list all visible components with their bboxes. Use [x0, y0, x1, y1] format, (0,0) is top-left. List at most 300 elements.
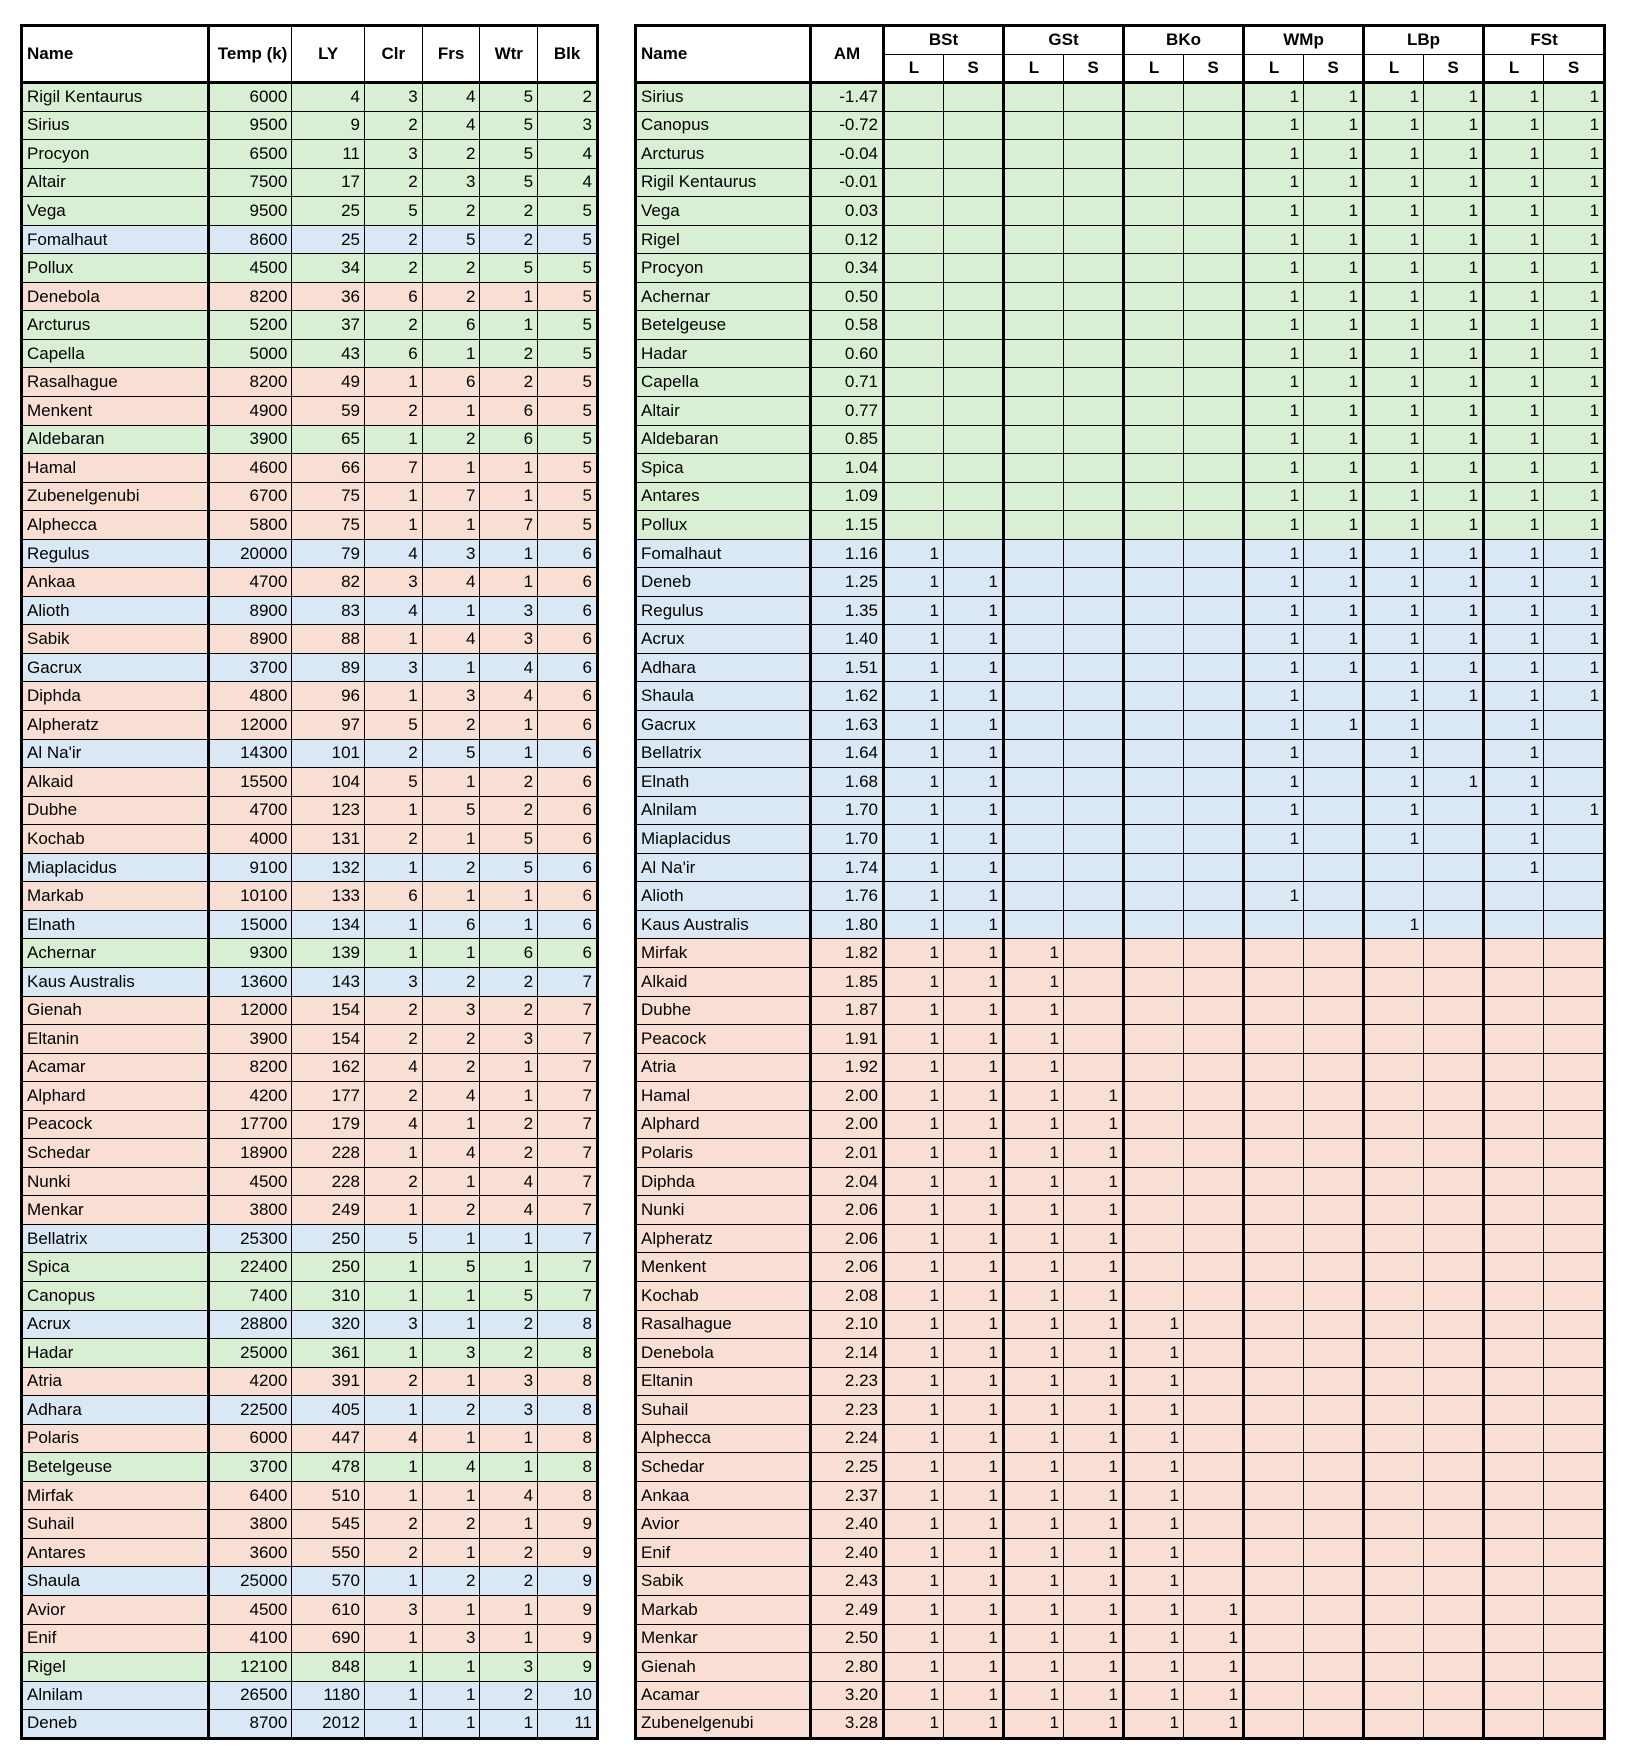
flag-cell: 1 — [884, 967, 944, 996]
ly-cell: 249 — [292, 1196, 365, 1225]
flag-cell: 1 — [1364, 368, 1424, 397]
table-row — [636, 825, 1605, 854]
flag-cell: 1 — [1484, 682, 1544, 711]
flag-cell: 1 — [1304, 140, 1364, 169]
am-cell: 1.35 — [811, 596, 884, 625]
flag-cell — [1304, 996, 1364, 1025]
clr-cell: 5 — [365, 197, 423, 226]
clr-cell: 1 — [365, 910, 423, 939]
wtr-cell: 6 — [480, 397, 538, 426]
star-name: Hamal — [636, 1082, 811, 1111]
wtr-cell: 2 — [480, 1681, 538, 1710]
star-name: Gienah — [636, 1653, 811, 1682]
flag-cell — [1484, 1339, 1544, 1368]
flag-cell: 1 — [884, 1281, 944, 1310]
star-name: Sirius — [636, 83, 811, 112]
ly-cell: 34 — [292, 254, 365, 283]
flag-cell — [1364, 1510, 1424, 1539]
star-name: Pollux — [22, 254, 209, 283]
flag-cell — [1544, 939, 1605, 968]
frs-cell: 1 — [422, 1224, 480, 1253]
flag-cell: 1 — [1424, 625, 1484, 654]
star-name: Denebola — [636, 1339, 811, 1368]
am-cell: 2.10 — [811, 1310, 884, 1339]
star-name: Zubenelgenubi — [636, 1710, 811, 1739]
flag-cell — [944, 168, 1004, 197]
frs-cell: 1 — [422, 511, 480, 540]
star-name: Schedar — [22, 1139, 209, 1168]
temp-cell: 4100 — [209, 1624, 292, 1653]
flag-cell: 1 — [1364, 825, 1424, 854]
flag-cell — [1544, 1710, 1605, 1739]
flag-cell — [1184, 596, 1244, 625]
flag-cell — [1544, 882, 1605, 911]
flag-cell: 1 — [1304, 339, 1364, 368]
blk-cell: 5 — [538, 482, 598, 511]
clr-cell: 2 — [365, 254, 423, 283]
star-name: Miaplacidus — [22, 853, 209, 882]
star-name: Arcturus — [636, 140, 811, 169]
am-cell: 2.00 — [811, 1082, 884, 1111]
flag-cell: 1 — [944, 1396, 1004, 1425]
am-cell: 0.77 — [811, 397, 884, 426]
flag-cell: 1 — [884, 825, 944, 854]
flag-cell — [1184, 1367, 1244, 1396]
table-row — [22, 711, 598, 740]
flag-cell — [1244, 1339, 1304, 1368]
flag-cell — [1544, 739, 1605, 768]
flag-cell: 1 — [1424, 568, 1484, 597]
clr-cell: 3 — [365, 967, 423, 996]
flag-cell — [1004, 711, 1064, 740]
flag-cell: 1 — [1124, 1339, 1184, 1368]
flag-cell — [1484, 1224, 1544, 1253]
flag-cell — [944, 140, 1004, 169]
wtr-cell: 5 — [480, 111, 538, 140]
flag-cell — [1064, 825, 1124, 854]
flag-cell — [1064, 596, 1124, 625]
flag-cell: 1 — [1424, 339, 1484, 368]
flag-cell — [1364, 1253, 1424, 1282]
ly-cell: 4 — [292, 83, 365, 112]
flag-cell: 1 — [1244, 197, 1304, 226]
flag-cell — [1544, 910, 1605, 939]
table-row — [22, 168, 598, 197]
flag-cell — [944, 83, 1004, 112]
flag-cell: 1 — [944, 967, 1004, 996]
ly-cell: 177 — [292, 1082, 365, 1111]
flag-cell — [1544, 1110, 1605, 1139]
flag-cell — [1364, 882, 1424, 911]
flag-cell — [1184, 1053, 1244, 1082]
clr-cell: 1 — [365, 368, 423, 397]
am-cell: 1.64 — [811, 739, 884, 768]
flag-cell: 1 — [884, 1624, 944, 1653]
table-row — [636, 1110, 1605, 1139]
ly-cell: 104 — [292, 768, 365, 797]
table-row — [22, 682, 598, 711]
flag-cell — [944, 225, 1004, 254]
flag-cell — [1484, 882, 1544, 911]
flag-cell: 1 — [1064, 1424, 1124, 1453]
flag-cell — [1064, 739, 1124, 768]
star-name: Enif — [22, 1624, 209, 1653]
flag-cell — [1064, 653, 1124, 682]
frs-cell: 4 — [422, 83, 480, 112]
flag-cell: 1 — [1484, 197, 1544, 226]
star-name: Sabik — [636, 1567, 811, 1596]
flag-cell: 1 — [1064, 1339, 1124, 1368]
flag-cell — [884, 339, 944, 368]
blk-cell: 10 — [538, 1681, 598, 1710]
frs-cell: 1 — [422, 1281, 480, 1310]
ly-cell: 162 — [292, 1053, 365, 1082]
flag-cell: 1 — [1364, 711, 1424, 740]
flag-cell — [1304, 1538, 1364, 1567]
flag-cell — [1424, 882, 1484, 911]
flag-cell — [1304, 1053, 1364, 1082]
table-row — [22, 1281, 598, 1310]
flag-cell — [1304, 1567, 1364, 1596]
star-name: Alkaid — [636, 967, 811, 996]
flag-cell: 1 — [944, 939, 1004, 968]
blk-cell: 5 — [538, 282, 598, 311]
flag-cell — [1544, 1538, 1605, 1567]
flag-cell: 1 — [1364, 197, 1424, 226]
flag-cell — [1424, 1681, 1484, 1710]
flag-cell — [1244, 1510, 1304, 1539]
flag-cell — [1124, 511, 1184, 540]
wtr-cell: 1 — [480, 1624, 538, 1653]
flag-cell — [1064, 910, 1124, 939]
star-name: Kochab — [22, 825, 209, 854]
flag-cell: 1 — [884, 1510, 944, 1539]
table-row — [636, 1224, 1605, 1253]
flag-cell: 1 — [1064, 1082, 1124, 1111]
star-name: Spica — [636, 454, 811, 483]
flag-cell — [884, 168, 944, 197]
flag-cell: 1 — [1304, 568, 1364, 597]
flag-cell: 1 — [1064, 1681, 1124, 1710]
clr-cell: 3 — [365, 568, 423, 597]
flag-cell — [1004, 625, 1064, 654]
frs-cell: 4 — [422, 625, 480, 654]
ly-cell: 133 — [292, 882, 365, 911]
flag-cell — [1064, 967, 1124, 996]
flag-cell — [884, 225, 944, 254]
flag-cell: 1 — [1244, 368, 1304, 397]
flag-cell — [1004, 511, 1064, 540]
frs-cell: 1 — [422, 1681, 480, 1710]
table-row — [22, 1710, 598, 1739]
flag-cell — [1124, 711, 1184, 740]
am-cell: 0.50 — [811, 282, 884, 311]
flag-cell — [1124, 539, 1184, 568]
blk-cell: 7 — [538, 1167, 598, 1196]
frs-cell: 2 — [422, 254, 480, 283]
wtr-cell: 1 — [480, 454, 538, 483]
temp-cell: 6700 — [209, 482, 292, 511]
flag-cell: 1 — [884, 1481, 944, 1510]
star-name: Acamar — [636, 1681, 811, 1710]
flag-cell: 1 — [1244, 482, 1304, 511]
star-name: Regulus — [636, 596, 811, 625]
clr-cell: 2 — [365, 168, 423, 197]
star-name: Menkent — [22, 397, 209, 426]
temp-cell: 8200 — [209, 1053, 292, 1082]
flag-cell — [1304, 1624, 1364, 1653]
flag-cell — [1544, 1053, 1605, 1082]
flag-cell: 1 — [1004, 1110, 1064, 1139]
wtr-cell: 1 — [480, 1224, 538, 1253]
flag-cell: 1 — [1544, 111, 1605, 140]
flag-cell — [1304, 939, 1364, 968]
flag-cell — [1304, 768, 1364, 797]
flag-cell: 1 — [1424, 653, 1484, 682]
flag-cell — [1364, 1167, 1424, 1196]
flag-cell — [1244, 1396, 1304, 1425]
am-cell: 2.49 — [811, 1595, 884, 1624]
sub-header: S — [1304, 54, 1364, 83]
star-name: Gacrux — [22, 653, 209, 682]
flag-cell — [1004, 368, 1064, 397]
clr-cell: 2 — [365, 1167, 423, 1196]
wtr-cell: 1 — [480, 1595, 538, 1624]
star-name: Fomalhaut — [636, 539, 811, 568]
wtr-cell: 4 — [480, 1481, 538, 1510]
am-cell: 1.92 — [811, 1053, 884, 1082]
table-row — [636, 882, 1605, 911]
flag-cell: 1 — [1064, 1510, 1124, 1539]
ly-cell: 9 — [292, 111, 365, 140]
temp-cell: 3700 — [209, 1453, 292, 1482]
flag-cell — [1424, 825, 1484, 854]
header-wtr: Wtr — [480, 26, 538, 83]
flag-cell: 1 — [1424, 368, 1484, 397]
flag-cell — [1124, 282, 1184, 311]
flag-cell: 1 — [1064, 1567, 1124, 1596]
blk-cell: 4 — [538, 168, 598, 197]
wtr-cell: 1 — [480, 882, 538, 911]
am-cell: 2.40 — [811, 1538, 884, 1567]
blk-cell: 7 — [538, 1196, 598, 1225]
am-cell: 0.03 — [811, 197, 884, 226]
table-row — [636, 1595, 1605, 1624]
flag-cell: 1 — [1304, 225, 1364, 254]
flag-cell: 1 — [1064, 1367, 1124, 1396]
table-row — [636, 939, 1605, 968]
sub-header: L — [1004, 54, 1064, 83]
am-cell: 2.50 — [811, 1624, 884, 1653]
am-cell: 0.85 — [811, 425, 884, 454]
flag-cell — [1424, 910, 1484, 939]
flag-cell — [1004, 83, 1064, 112]
ly-cell: 690 — [292, 1624, 365, 1653]
flag-cell: 1 — [1004, 1595, 1064, 1624]
flag-cell — [1364, 1567, 1424, 1596]
flag-cell — [884, 282, 944, 311]
star-name: Alphecca — [22, 511, 209, 540]
flag-cell — [1484, 1139, 1544, 1168]
flag-cell — [1004, 682, 1064, 711]
flag-cell: 1 — [1304, 368, 1364, 397]
ly-cell: 49 — [292, 368, 365, 397]
temp-cell: 5000 — [209, 339, 292, 368]
flag-cell — [1184, 1424, 1244, 1453]
flag-cell — [1304, 1453, 1364, 1482]
star-name: Vega — [22, 197, 209, 226]
flag-cell: 1 — [1424, 197, 1484, 226]
flag-cell — [1124, 996, 1184, 1025]
am-cell: 1.91 — [811, 1025, 884, 1054]
flag-cell — [1484, 1025, 1544, 1054]
table-row — [636, 140, 1605, 169]
wtr-cell: 2 — [480, 225, 538, 254]
flag-cell: 1 — [884, 1396, 944, 1425]
am-cell: 1.68 — [811, 768, 884, 797]
flag-cell — [1424, 1082, 1484, 1111]
flag-cell — [1124, 197, 1184, 226]
clr-cell: 1 — [365, 425, 423, 454]
flag-cell — [1184, 454, 1244, 483]
blk-cell: 7 — [538, 1053, 598, 1082]
star-name: Peacock — [636, 1025, 811, 1054]
ly-cell: 17 — [292, 168, 365, 197]
flag-cell: 1 — [1484, 796, 1544, 825]
clr-cell: 4 — [365, 1110, 423, 1139]
star-name: Diphda — [22, 682, 209, 711]
flag-cell — [1544, 1082, 1605, 1111]
temp-cell: 8200 — [209, 368, 292, 397]
flag-cell: 1 — [1244, 83, 1304, 112]
flag-cell — [1364, 1481, 1424, 1510]
flag-cell — [1484, 967, 1544, 996]
flag-cell — [1424, 1510, 1484, 1539]
table-row — [636, 1339, 1605, 1368]
flag-cell — [1244, 1595, 1304, 1624]
flag-cell: 1 — [1124, 1424, 1184, 1453]
flag-cell: 1 — [944, 768, 1004, 797]
flag-cell: 1 — [1244, 539, 1304, 568]
temp-cell: 25300 — [209, 1224, 292, 1253]
flag-cell: 1 — [1424, 397, 1484, 426]
flag-cell: 1 — [884, 539, 944, 568]
flag-cell: 1 — [1484, 425, 1544, 454]
flag-cell — [1184, 1510, 1244, 1539]
clr-cell: 2 — [365, 311, 423, 340]
flag-cell: 1 — [1484, 768, 1544, 797]
star-name: Spica — [22, 1253, 209, 1282]
flag-cell — [1184, 168, 1244, 197]
flag-cell: 1 — [1244, 111, 1304, 140]
flag-cell — [1484, 1453, 1544, 1482]
flag-cell: 1 — [1484, 368, 1544, 397]
flag-cell — [1064, 996, 1124, 1025]
flag-cell: 1 — [884, 768, 944, 797]
flag-cell: 1 — [944, 1710, 1004, 1739]
flag-cell: 1 — [1064, 1653, 1124, 1682]
flag-cell: 1 — [884, 1253, 944, 1282]
frs-cell: 3 — [422, 1624, 480, 1653]
flag-cell: 1 — [1064, 1310, 1124, 1339]
am-cell: 1.40 — [811, 625, 884, 654]
flag-cell — [1364, 967, 1424, 996]
flag-cell — [944, 539, 1004, 568]
flag-cell — [1184, 739, 1244, 768]
flag-cell: 1 — [944, 1681, 1004, 1710]
flag-cell — [1304, 1510, 1364, 1539]
sub-header: L — [884, 54, 944, 83]
blk-cell: 7 — [538, 967, 598, 996]
flag-cell — [884, 197, 944, 226]
table-row — [22, 111, 598, 140]
wtr-cell: 5 — [480, 853, 538, 882]
flag-cell — [1544, 1253, 1605, 1282]
flag-cell: 1 — [884, 625, 944, 654]
flag-cell — [1424, 996, 1484, 1025]
ly-cell: 11 — [292, 140, 365, 169]
flag-cell — [1364, 1424, 1424, 1453]
table-row — [636, 1453, 1605, 1482]
flag-cell: 1 — [1064, 1224, 1124, 1253]
clr-cell: 5 — [365, 711, 423, 740]
flag-cell: 1 — [884, 1538, 944, 1567]
ly-cell: 510 — [292, 1481, 365, 1510]
flag-cell: 1 — [1004, 1139, 1064, 1168]
am-cell: 2.23 — [811, 1396, 884, 1425]
ly-cell: 2012 — [292, 1710, 365, 1739]
table-row — [636, 282, 1605, 311]
frs-cell: 4 — [422, 1453, 480, 1482]
frs-cell: 1 — [422, 1167, 480, 1196]
flag-cell: 1 — [1484, 83, 1544, 112]
flag-cell: 1 — [1004, 1281, 1064, 1310]
flag-cell: 1 — [1364, 682, 1424, 711]
flag-cell — [1484, 1624, 1544, 1653]
flag-cell — [1544, 1481, 1605, 1510]
ly-cell: 550 — [292, 1538, 365, 1567]
flag-cell — [1244, 1481, 1304, 1510]
header-frs: Frs — [422, 26, 480, 83]
flag-cell: 1 — [1004, 1510, 1064, 1539]
flag-cell — [1364, 1082, 1424, 1111]
table-row — [22, 1053, 598, 1082]
flag-cell — [1124, 368, 1184, 397]
table-row — [22, 225, 598, 254]
star-name: Kaus Australis — [22, 967, 209, 996]
star-name: Sirius — [22, 111, 209, 140]
am-cell: 2.08 — [811, 1281, 884, 1310]
flag-cell: 1 — [1244, 225, 1304, 254]
wtr-cell: 3 — [480, 1653, 538, 1682]
flag-cell: 1 — [1004, 1681, 1064, 1710]
wtr-cell: 2 — [480, 1139, 538, 1168]
wtr-cell: 1 — [480, 739, 538, 768]
flag-cell — [1544, 1196, 1605, 1225]
frs-cell: 1 — [422, 454, 480, 483]
flag-cell: 1 — [944, 996, 1004, 1025]
table-row — [22, 1139, 598, 1168]
am-cell: 0.34 — [811, 254, 884, 283]
flag-cell: 1 — [944, 1567, 1004, 1596]
flag-cell: 1 — [1424, 596, 1484, 625]
frs-cell: 1 — [422, 1110, 480, 1139]
flag-cell: 1 — [1544, 368, 1605, 397]
flag-cell — [1184, 1567, 1244, 1596]
flag-cell — [1004, 311, 1064, 340]
flag-cell — [1004, 825, 1064, 854]
am-cell: 1.87 — [811, 996, 884, 1025]
